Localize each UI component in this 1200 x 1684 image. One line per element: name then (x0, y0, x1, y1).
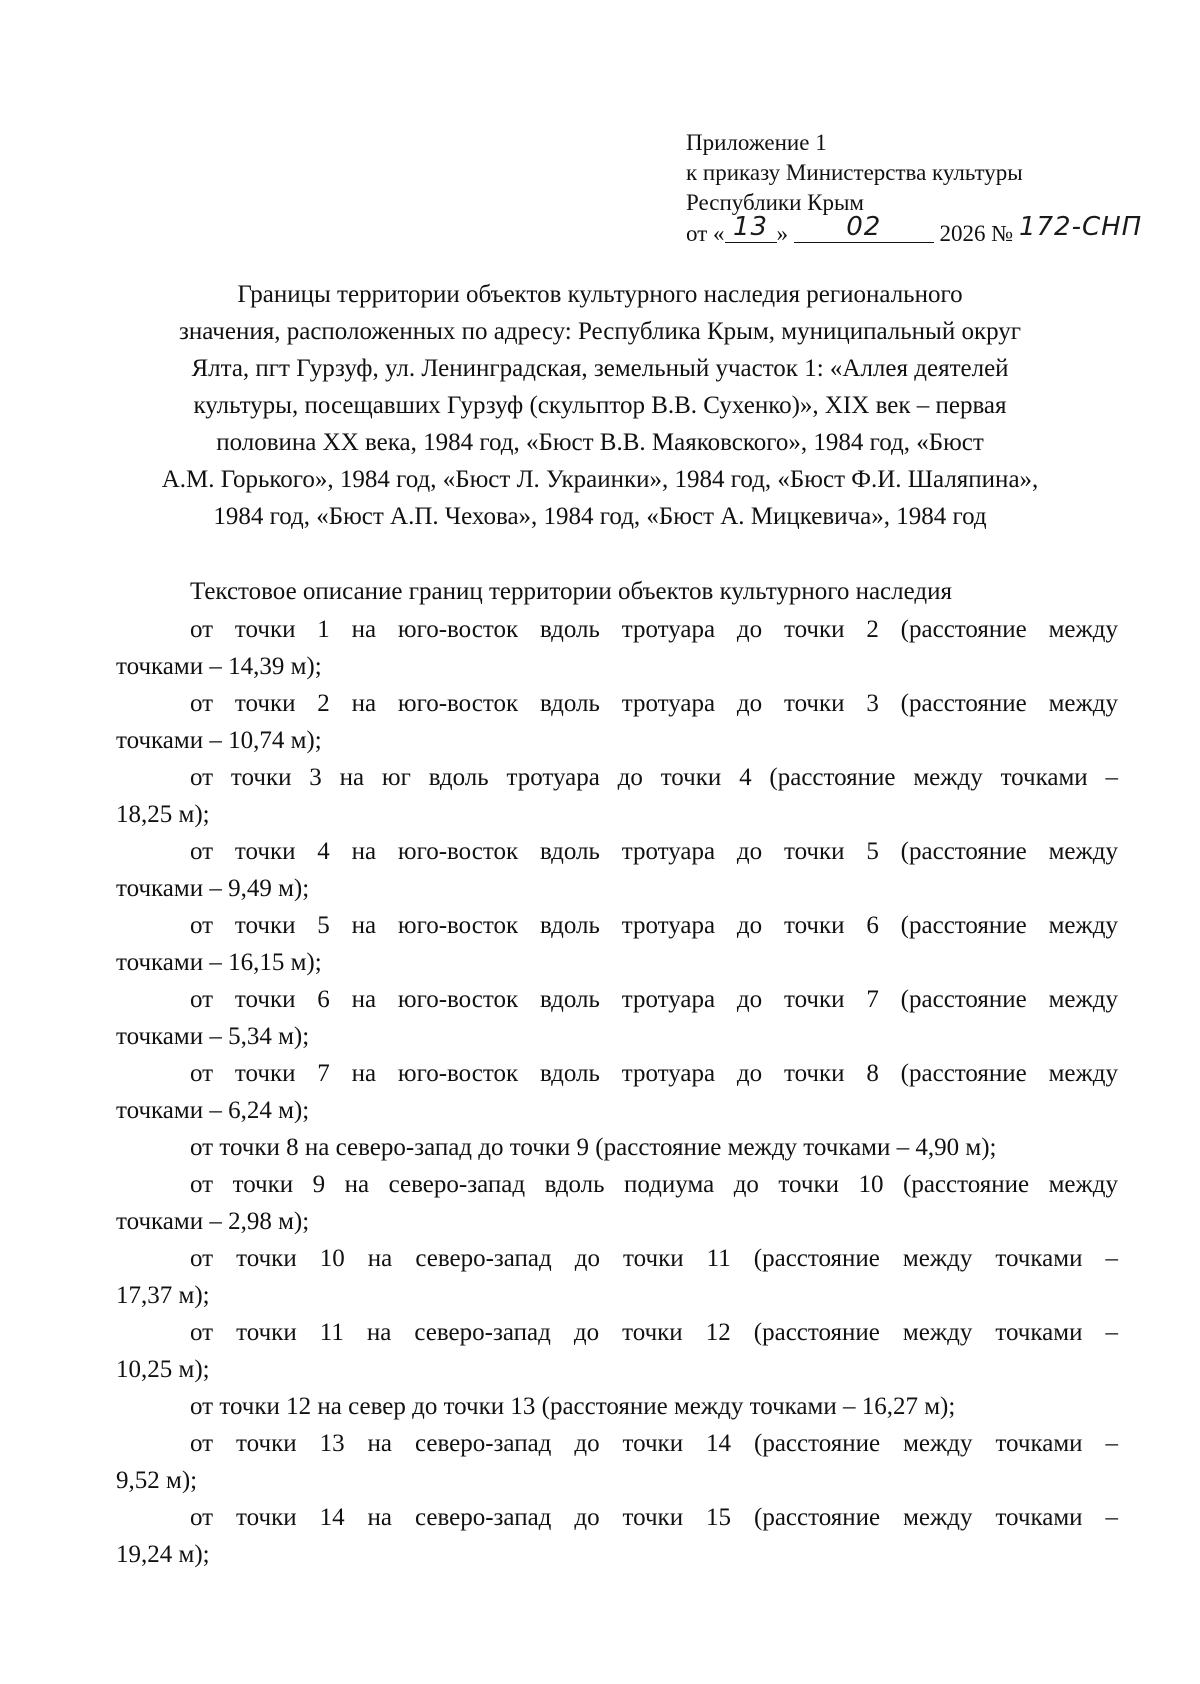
boundary-segment (116, 1240, 1118, 1314)
segment-line-2: 19,24 м); (116, 1541, 210, 1568)
appendix-republic: Республики Крым (686, 190, 864, 215)
segment-line-2: точками – 2,98 м); (116, 1208, 310, 1235)
date-prefix: от « (686, 221, 725, 246)
segment-line-2: точками – 6,24 м); (116, 1097, 310, 1124)
boundary-segment (116, 833, 1118, 907)
order-number-handwritten: 172-СНП (1018, 212, 1143, 242)
segment-line-1: от точки 6 на юго-восток вдоль тротуара до точки 7 (расстояние между (190, 986, 1118, 1013)
appendix-order-ref: к приказу Министерства культуры (686, 160, 1023, 185)
date-day-handwritten: 13 (732, 212, 769, 242)
segment-line-2: 9,52 м); (116, 1467, 198, 1494)
segment-line-1: от точки 12 на север до точки 13 (расстояние между точками – 16,27 м); (190, 1393, 956, 1420)
boundary-segment (116, 611, 1118, 685)
document-title (116, 276, 1084, 535)
segment-line-1: от точки 2 на юго-восток вдоль тротуара до точки 3 (расстояние между (190, 690, 1118, 717)
boundary-segment (116, 685, 1118, 759)
boundary-description (116, 611, 1118, 1573)
date-separator: » (776, 221, 788, 246)
title-line: А.М. Горького», 1984 год, «Бюст Л. Украинки», 1984 год, «Бюст Ф.И. Шаляпина», (161, 466, 1039, 493)
section-heading: Текстовое описание границ территории объектов культурного наследия (190, 578, 952, 605)
segment-line-1: от точки 14 на северо-запад до точки 15 (расстояние между точками – (190, 1504, 1118, 1531)
segment-line-1: от точки 5 на юго-восток вдоль тротуара до точки 6 (расстояние между (190, 912, 1118, 939)
date-month-field (794, 212, 934, 243)
segment-line-2: точками – 16,15 м); (116, 949, 322, 976)
order-number-field (1018, 212, 1143, 242)
boundary-segment (116, 1499, 1118, 1573)
appendix-date-line (686, 212, 1146, 248)
boundary-segment (116, 1314, 1118, 1388)
boundary-segment (116, 907, 1118, 981)
segment-line-1: от точки 4 на юго-восток вдоль тротуара до точки 5 (расстояние между (190, 838, 1118, 865)
title-line: половина XX века, 1984 год, «Бюст В.В. Маяковского», 1984 год, «Бюст (216, 429, 984, 456)
title-line: 1984 год, «Бюст А.П. Чехова», 1984 год, «Бюст А. Мицкевича», 1984 год (213, 503, 987, 530)
segment-line-2: точками – 5,34 м); (116, 1023, 310, 1050)
boundary-segment (116, 1425, 1118, 1499)
title-line: Границы территории объектов культурного наследия регионального (237, 281, 963, 308)
segment-line-1: от точки 10 на северо-запад до точки 11 (расстояние между точками – (190, 1245, 1118, 1272)
segment-line-2: 17,37 м); (116, 1282, 210, 1309)
segment-line-2: 10,25 м); (116, 1356, 210, 1383)
segment-line-2: точками – 10,74 м); (116, 727, 322, 754)
segment-line-1: от точки 8 на северо-запад до точки 9 (расстояние между точками – 4,90 м); (190, 1134, 997, 1161)
boundary-segment (116, 1388, 1118, 1425)
boundary-segment (116, 759, 1118, 833)
boundary-segment (116, 981, 1118, 1055)
date-year-label: 2026 № (939, 221, 1014, 246)
segment-line-1: от точки 11 на северо-запад до точки 12 (расстояние между точками – (190, 1319, 1118, 1346)
segment-line-1: от точки 3 на юг вдоль тротуара до точки 4 (расстояние между точками – (190, 764, 1118, 791)
segment-line-1: от точки 9 на северо-запад вдоль подиума до точки 10 (расстояние между (190, 1171, 1118, 1198)
segment-line-1: от точки 13 на северо-запад до точки 14 (расстояние между точками – (190, 1430, 1118, 1457)
segment-line-1: от точки 7 на юго-восток вдоль тротуара до точки 8 (расстояние между (190, 1060, 1118, 1087)
appendix-header (686, 128, 1146, 248)
segment-line-2: 18,25 м); (116, 801, 210, 828)
segment-line-1: от точки 1 на юго-восток вдоль тротуара до точки 2 (расстояние между (190, 616, 1118, 643)
date-day-field (725, 212, 777, 243)
boundary-segment (116, 1129, 1118, 1166)
title-line: Ялта, пгт Гурзуф, ул. Ленинградская, земельный участок 1: «Аллея деятелей (191, 355, 1009, 382)
title-line: значения, расположенных по адресу: Республика Крым, муниципальный округ (178, 318, 1022, 345)
appendix-title: Приложение 1 (686, 130, 827, 155)
boundary-segment (116, 1055, 1118, 1129)
title-line: культуры, посещавших Гурзуф (скульптор В.В. Сухенко)», XIX век – первая (193, 392, 1007, 419)
segment-line-2: точками – 14,39 м); (116, 653, 322, 680)
date-month-handwritten: 02 (846, 212, 882, 242)
segment-line-2: точками – 9,49 м); (116, 875, 310, 902)
boundary-segment (116, 1166, 1118, 1240)
